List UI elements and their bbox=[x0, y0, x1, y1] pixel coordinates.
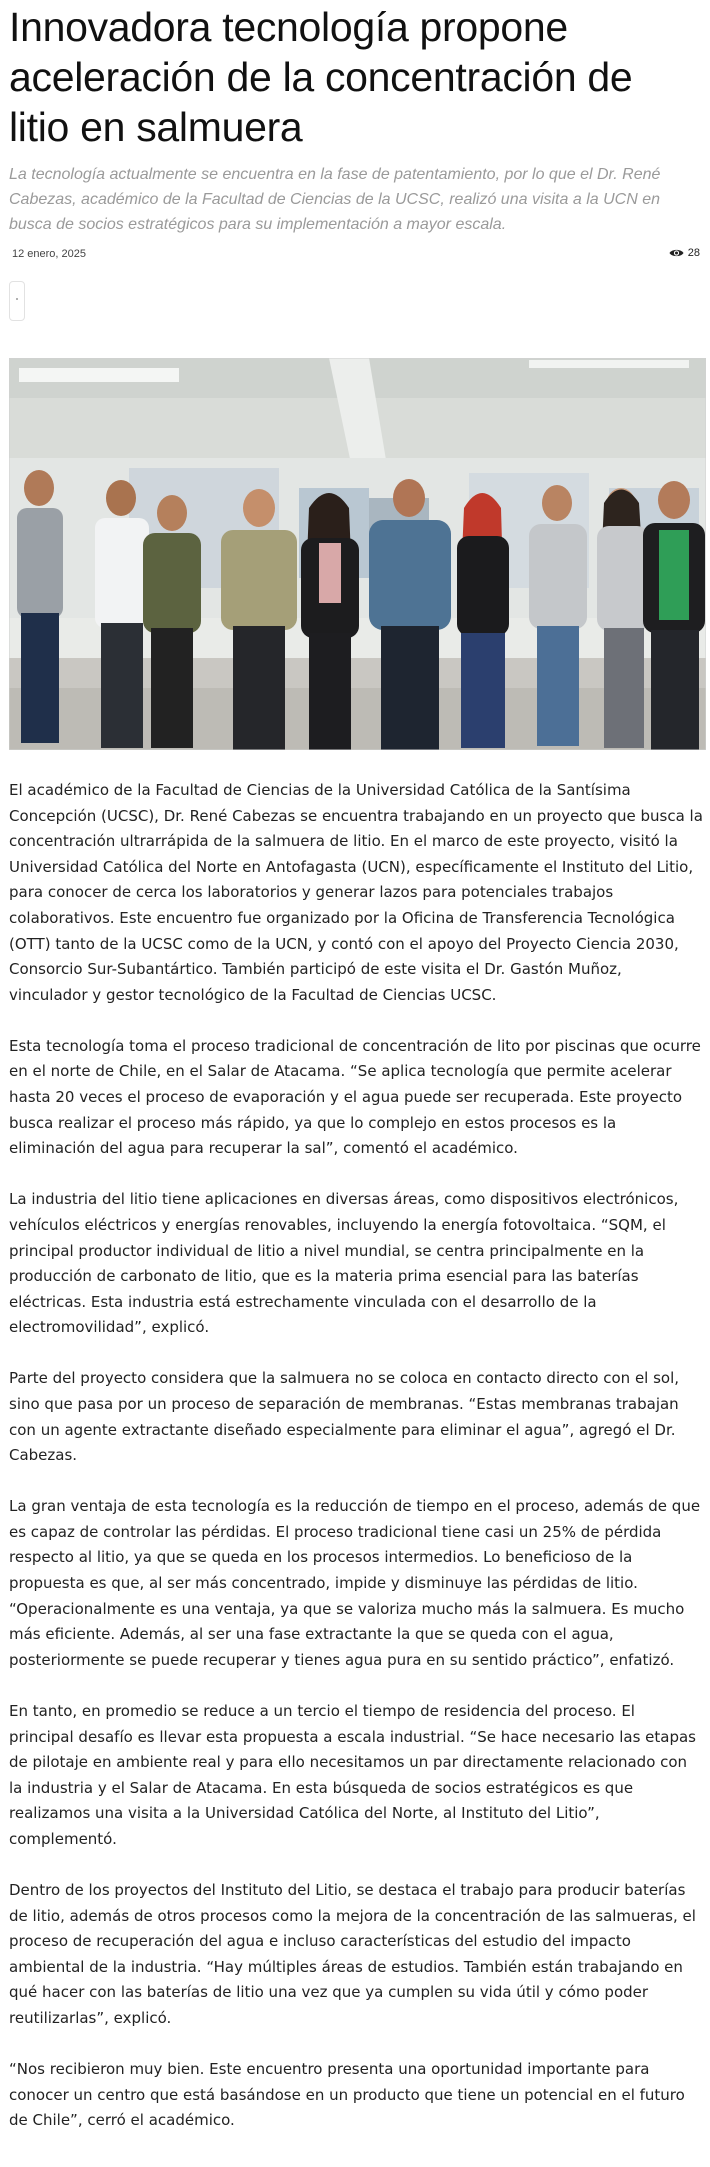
article-photo bbox=[9, 358, 706, 750]
article-paragraph: “Nos recibieron muy bien. Este encuentro presenta una oportunidad importante para conocer un centro que está basándose en un producto que tiene un potencial en el futuro de Chile”, cerró el académico. bbox=[9, 2060, 685, 2130]
view-counter bbox=[669, 247, 700, 259]
article-body bbox=[9, 778, 703, 2159]
article-paragraph: La industria del litio tiene aplicaciones en diversas áreas, como dispositivos electrónicos, vehículos eléctricos y energías renovables, incluyendo la energía fotovoltaica. “SQM, el principal productor individual de litio a nivel mundial, se centra principalmente en la producción de carbonato de litio, que es la materia prima esencial para las baterías eléctricas. Esta industria está estrechamente vinculada con el desarrollo de la electromovilidad”, explicó. bbox=[9, 1190, 679, 1337]
share-widget[interactable] bbox=[9, 281, 25, 321]
article-paragraph: La gran ventaja de esta tecnología es la reducción de tiempo en el proceso, además de que es capaz de controlar las pérdidas. El proceso tradicional tiene casi un 25% de pérdida respecto al litio, ya que se queda en los procesos intermedios. Lo beneficioso de la propuesta es que, al ser más concentrado, impide y disminuye las pérdidas de litio. “Operacionalmente es una ventaja, ya que se valoriza mucho más la salmuera. Es mucho más eficiente. Además, al ser una fase extractante la que se queda con el agua, posteriormente se puede recuperar y tienes agua pura en su sentido práctico”, enfatizó. bbox=[9, 1497, 701, 1669]
publish-date: 12 enero, 2025 bbox=[12, 248, 87, 260]
article-paragraph: Parte del proyecto considera que la salmuera no se coloca en contacto directo con el sol, sino que pasa por un proceso de separación de membranas. “Estas membranas trabajan con un agente extractante diseñado especialmente para eliminar el agua”, agregó el Dr. Cabezas. bbox=[9, 1369, 680, 1465]
share-placeholder-icon bbox=[16, 298, 18, 300]
article-paragraph: Esta tecnología toma el proceso tradicional de concentración de lito por piscinas que ocurre en el norte de Chile, en el Salar de Atacama. “Se aplica tecnología que permite acelerar hasta 20 veces el proceso de evaporación y el agua puede ser recuperada. Este proyecto busca realizar el proceso más rápido, ya que lo complejo en estos procesos es la eliminación del agua para recuperar la sal”, comentó el académico. bbox=[9, 1036, 701, 1158]
article-paragraph: Dentro de los proyectos del Instituto del Litio, se destaca el trabajo para producir baterías de litio, además de otros procesos como la mejora de la concentración de las salmueras, el proceso de recuperación del agua e incluso características del estudio del impacto ambiental de la industria. “Hay múltiples áreas de estudios. También están trabajando en qué hacer con las baterías de litio una vez que ya cumplen su vida útil y cómo poder reutilizarlas”, explicó. bbox=[9, 1880, 696, 2027]
eye-icon bbox=[669, 248, 684, 258]
article-subtitle: La tecnología actualmente se encuentra en la fase de patentamiento, por lo que el Dr. René Cabezas, académico de la Facultad de Ciencias de la UCSC, realizó una visita a la UCN en busca de socios estratégicos para su implementación a mayor escala. bbox=[9, 166, 661, 233]
view-count: 28 bbox=[687, 247, 700, 259]
group-photo-illustration bbox=[9, 358, 706, 750]
article-paragraph: En tanto, en promedio se reduce a un tercio el tiempo de residencia del proceso. El principal desafío es llevar esta propuesta a escala industrial. “Se hace necesario las etapas de pilotaje en ambiente real y para ello necesitamos un par directamente relacionado con la industria y el Salar de Atacama. En esta búsqueda de socios estratégicos es que realizamos una visita a la Universidad Católica del Norte, al Instituto del Litio”, complementó. bbox=[9, 1701, 696, 1848]
article-title: Innovadora tecnología propone aceleración de la concentración de litio en salmuera bbox=[9, 4, 633, 150]
article-paragraph: El académico de la Facultad de Ciencias de la Universidad Católica de la Santísima Concepción (UCSC), Dr. René Cabezas se encuentra trabajando en un proyecto que busca la concentración ultrarrápida de la salmuera de litio. En el marco de este proyecto, visitó la Universidad Católica del Norte en Antofagasta (UCN), específicamente el Instituto del Litio, para conocer de cerca los laboratorios y generar lazos para potenciales trabajos colaborativos. Este encuentro fue organizado por la Oficina de Transferencia Tecnológica (OTT) tanto de la UCSC como de la UCN, y contó con el apoyo del Proyecto Ciencia 2030, Consorcio Sur-Subantártico. También participó de este visita el Dr. Gastón Muñoz, vinculador y gestor tecnológico de la Facultad de Ciencias UCSC. bbox=[9, 781, 703, 1004]
